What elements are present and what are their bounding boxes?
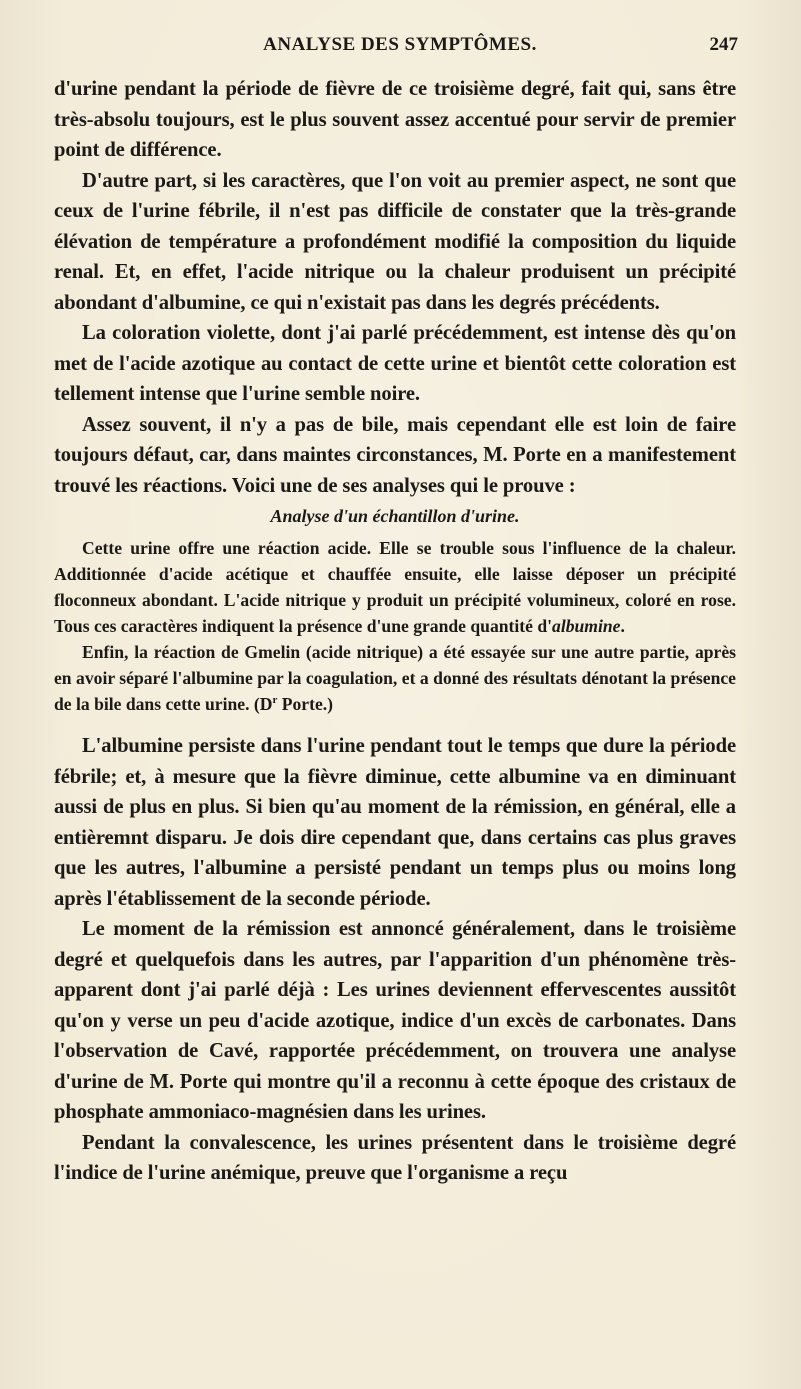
superscript: r [272, 694, 278, 707]
page-number: 247 [709, 34, 738, 55]
paragraph: Le moment de la rémission est annoncé généralement, dans le troisième degré et quelquefois dans les autres, par l'apparition d'un phénomène très-apparent dont j'ai parlé déjà : Les urines deviennent effervescentes aussitôt qu'on y verse un peu d'acide azotique, indice d'un excès de carbonates. Dans l'observation de Cavé, rapportée précédemment, on trouvera une analyse d'urine de M. Porte qui montre qu'il a reconnu à cette époque des cristaux de phosphate ammoniaco-magnésien dans les urines. [54, 918, 736, 1123]
paragraph: Assez souvent, il n'y a pas de bile, mais cependant elle est loin de faire toujours défaut, car, dans maintes circonstances, M. Porte en a manifestement trouvé les réactions. Voici une de ses analyses qui le prouve : [54, 413, 736, 497]
paragraph: La coloration violette, dont j'ai parlé précédemment, est intense dès qu'on met de l'acide azotique au contact de cette urine et bientôt cette coloration est tellement intense que l'urine semble noire. [54, 322, 736, 405]
running-title: ANALYSE DES SYMPTÔMES. [263, 34, 537, 55]
analysis-title: Analyse d'un échantillon d'urine. [270, 506, 520, 526]
running-head [62, 34, 738, 60]
analysis-paragraph [54, 535, 736, 639]
analysis-text: Enfin, la réaction de Gmelin (acide nitrique) a été essayée sur une autre partie, après en avoir séparé l'albumine par la coagulation, et a donné des résultats dénotant la présence de la bile dans cette urine. (D [54, 642, 736, 714]
text-block [54, 74, 736, 1189]
analysis-text-end: Porte.) [277, 694, 334, 714]
analysis-text: Cette urine offre une réaction acide. Elle se trouble sous l'influence de la chaleur. Additionnée d'acide acétique et chauffée ensuite, elle laisse déposer un précipité floconneux abondant. L'acide nitrique y produit un précipité volumineux, coloré en rose. Tous ces caractères indiquent la présence d'une grande quantité d' [54, 538, 736, 636]
paragraph: D'autre part, si les caractères, que l'on voit au premier aspect, ne sont que ceux de l'urine fébrile, il n'est pas difficile de constater que la très-grande élévation de température a profondément modifié la composition du liquide renal. Et, en effet, l'acide nitrique ou la chaleur produisent un précipité abondant d'albumine, ce qui n'existait pas dans les degrés précédents. [54, 169, 736, 314]
paragraph: L'albumine persiste dans l'urine pendant tout le temps que dure la période fébrile; et, à mesure que la fièvre diminue, cette albumine va en diminuant aussi de plus en plus. Si bien qu'au moment de la rémission, en général, elle a entièremnt disparu. Je dois dire cependant que, dans certains cas plus graves que les autres, l'albumine a persisté pendant un temps plus ou moins long après l'établissement de la seconde période. [54, 735, 736, 910]
analysis-text-end: . [620, 616, 625, 636]
paragraph: Pendant la convalescence, les urines présentent dans le troisième degré l'indice de l'urine anémique, preuve que l'organisme a reçu [54, 1131, 736, 1184]
analysis-paragraph [54, 639, 736, 717]
paragraph-continued: d'urine pendant la période de fièvre de ce troisième degré, fait qui, sans être très-absolu toujours, est le plus souvent assez accentué pour servir de premier point de différence. [54, 78, 736, 161]
spacer [54, 717, 736, 731]
albumine-emphasis: albumine [552, 616, 621, 636]
